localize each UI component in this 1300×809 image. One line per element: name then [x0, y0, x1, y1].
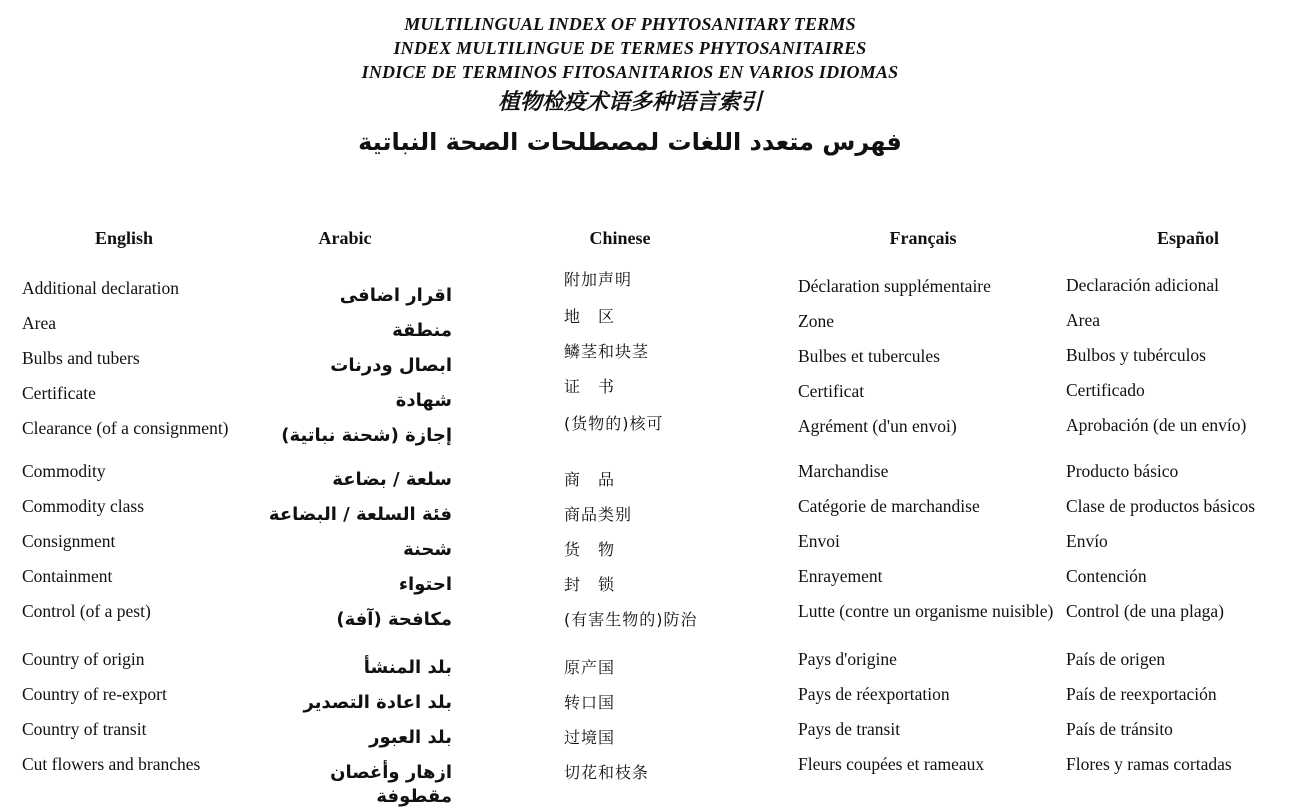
- term-arabic: بلد اعادة التصدير: [303, 692, 452, 713]
- term-english: Commodity class: [22, 496, 145, 516]
- table-row: [0, 646, 1300, 681]
- term-chinese: 过境国: [564, 728, 616, 747]
- title-block: [0, 12, 1260, 162]
- term-spanish: Clase de productos básicos: [1066, 496, 1256, 516]
- title-english: MULTILINGUAL INDEX OF PHYTOSANITARY TERMS: [404, 14, 856, 34]
- term-spanish: País de tránsito: [1066, 719, 1173, 739]
- term-french: Bulbes et tubercules: [798, 346, 940, 366]
- term-french: Catégorie de marchandise: [798, 496, 980, 516]
- title-spanish: INDICE DE TERMINOS FITOSANITARIOS EN VARIOS IDIOMAS: [361, 62, 899, 82]
- term-arabic: شهادة: [395, 390, 452, 411]
- term-spanish: País de origen: [1066, 649, 1166, 669]
- column-header-french: Français: [889, 228, 957, 248]
- term-arabic: ابصال ودرنات: [330, 355, 452, 376]
- term-chinese: 封 锁: [564, 575, 616, 594]
- term-arabic: احتواء: [398, 574, 452, 595]
- table-row: [0, 458, 1300, 493]
- table-row: [0, 563, 1300, 598]
- term-english: Area: [22, 313, 57, 333]
- term-chinese: 鳞茎和块茎: [564, 342, 650, 361]
- table-row: [0, 751, 1300, 807]
- term-french: Marchandise: [798, 461, 889, 481]
- table-row: [0, 716, 1300, 751]
- table-row: [0, 340, 1300, 375]
- term-arabic: شحنة: [403, 539, 452, 560]
- term-french: Fleurs coupées et rameaux: [798, 754, 985, 774]
- title-arabic: فهرس متعدد اللغات لمصطلحات الصحة النباتية: [358, 128, 902, 156]
- term-english: Clearance (of a consignment): [22, 418, 229, 438]
- table-row: [0, 305, 1300, 340]
- term-chinese: 证 书: [564, 377, 616, 396]
- term-english: Bulbs and tubers: [22, 348, 140, 368]
- term-french: Zone: [798, 311, 834, 331]
- table-row: [0, 493, 1300, 528]
- term-english: Commodity: [22, 461, 106, 481]
- table-row: [0, 528, 1300, 563]
- term-arabic: فئة السلعة / البضاعة: [268, 504, 452, 525]
- title-chinese: 植物检疫术语多种语言索引: [497, 90, 762, 115]
- term-chinese: 商 品: [564, 470, 616, 489]
- term-spanish: Producto básico: [1066, 461, 1179, 481]
- term-spanish: País de reexportación: [1066, 684, 1217, 704]
- table-row: [0, 681, 1300, 716]
- term-french: Pays de transit: [798, 719, 901, 739]
- term-arabic: ازهار وأغصان مقطوفة: [330, 762, 452, 807]
- term-spanish: Flores y ramas cortadas: [1066, 754, 1232, 774]
- term-spanish: Aprobación (de un envío): [1066, 415, 1247, 435]
- term-english: Country of transit: [22, 719, 147, 739]
- term-chinese: 商品类别: [564, 505, 633, 524]
- term-french: Agrément (d'un envoi): [798, 416, 957, 436]
- term-english: Cut flowers and branches: [22, 754, 201, 774]
- term-english: Additional declaration: [22, 278, 179, 298]
- term-english: Country of re-export: [22, 684, 167, 704]
- term-french: Pays d'origine: [798, 649, 897, 669]
- term-french: Envoi: [798, 531, 840, 551]
- term-spanish: Contención: [1066, 566, 1147, 586]
- term-english: Control (of a pest): [22, 601, 151, 621]
- table-row: [0, 270, 1300, 305]
- term-arabic: سلعة / بضاعة: [332, 469, 452, 490]
- term-arabic: إجازة (شحنة نباتية): [281, 425, 452, 446]
- term-arabic: بلد العبور: [369, 727, 452, 748]
- term-spanish: Certificado: [1066, 380, 1145, 400]
- term-chinese: 切花和枝条: [564, 763, 650, 782]
- term-french: Pays de réexportation: [798, 684, 950, 704]
- term-chinese: 原产国: [564, 658, 616, 677]
- term-french: Lutte (contre un organisme nuisible): [798, 601, 1054, 621]
- term-spanish: Declaración adicional: [1066, 275, 1220, 295]
- terms-table: [0, 270, 1300, 807]
- title-french: INDEX MULTILINGUE DE TERMES PHYTOSANITAIRES: [393, 38, 867, 58]
- term-arabic: مكافحة (آفة): [336, 609, 452, 630]
- column-header-chinese: Chinese: [589, 228, 651, 248]
- column-header-spanish: Español: [1156, 228, 1220, 248]
- term-english: Certificate: [22, 383, 96, 403]
- term-arabic: اقرار اضافى: [339, 285, 452, 306]
- table-row: [0, 410, 1300, 458]
- term-french: Certificat: [798, 381, 865, 401]
- term-english: Containment: [22, 566, 113, 586]
- term-french: Déclaration supplémentaire: [798, 276, 991, 296]
- column-header-arabic: Arabic: [318, 228, 372, 248]
- term-chinese: 附加声明: [564, 270, 633, 289]
- column-header-english: English: [94, 228, 154, 248]
- term-chinese: (货物的)核可: [564, 414, 664, 433]
- term-chinese: (有害生物的)防治: [564, 610, 698, 629]
- term-arabic: بلد المنشأ: [363, 657, 452, 678]
- term-english: Consignment: [22, 531, 116, 551]
- term-spanish: Control (de una plaga): [1066, 601, 1224, 621]
- term-chinese: 转口国: [564, 693, 616, 712]
- table-row: [0, 375, 1300, 410]
- table-row: [0, 598, 1300, 646]
- term-spanish: Bulbos y tubérculos: [1066, 345, 1206, 365]
- term-spanish: Envío: [1066, 531, 1108, 551]
- term-arabic: منطقة: [392, 320, 452, 341]
- term-french: Enrayement: [798, 566, 883, 586]
- term-chinese: 货 物: [564, 540, 616, 559]
- term-english: Country of origin: [22, 649, 145, 669]
- term-chinese: 地 区: [564, 307, 616, 326]
- term-spanish: Area: [1066, 310, 1101, 330]
